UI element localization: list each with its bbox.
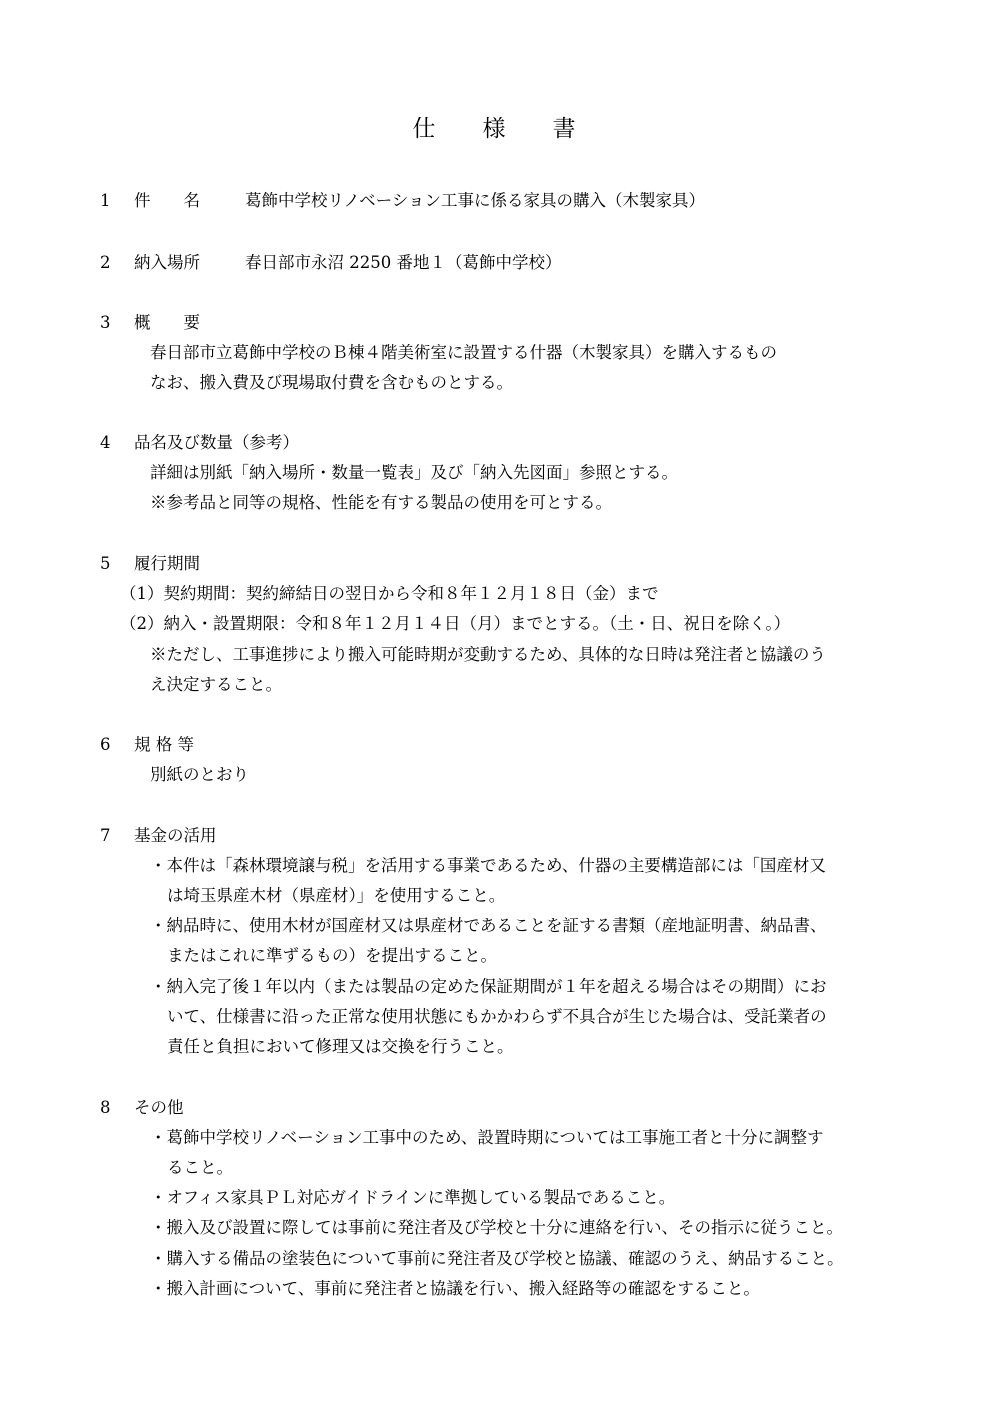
section-8-line: ・オフィス家具ＰＬ対応ガイドラインに準拠している製品であること。 [150,1188,676,1207]
section-number: 5 [100,554,111,573]
section-8-line: ・購入する備品の塗装色について事前に発注者及び学校と協議、確認のうえ、納品すること。 [150,1249,844,1268]
document-title: 仕 様 書 [412,116,588,142]
section-number: 3 [100,313,111,332]
section-8-line: ること。 [167,1158,233,1177]
section-label: 概 要 [134,313,200,332]
section-8-line: ・葛飾中学校リノベーション工事中のため、設置時期については工事施工者と十分に調整す [150,1128,824,1147]
section-6-line: 別紙のとおり [150,765,249,784]
section-7-line: ・納品時に、使用木材が国産材又は県産材であることを証する書類（産地証明書、納品書、 [150,916,827,935]
section-4-line: 詳細は別紙「納入場所・数量一覧表」及び「納入先図面」参照とする。 [150,463,678,482]
section-number: 4 [100,433,111,452]
section-3-line: なお、搬入費及び現場取付費を含むものとする。 [150,373,513,392]
section-number: 8 [100,1098,111,1117]
section-label: 品名及び数量（参考） [134,433,299,452]
section-label: 納入場所 [134,253,200,272]
section-label: 件 名 [134,191,200,210]
section-5-line: （2）納入・設置期限：令和８年１２月１４日（月）までとする。（土・日、祝日を除く。） [120,614,791,633]
section-7-line: またはこれに準ずるもの）を提出すること。 [167,946,497,965]
section-5-line: ※ただし、工事進捗により搬入可能時期が変動するため、具体的な日時は発注者と協議のう [150,645,826,664]
section-7-line: ・本件は「森林環境譲与税」を活用する事業であるため、什器の主要構造部には「国産材又 [150,856,826,875]
section-number: 7 [100,826,111,845]
section-number: 2 [100,253,111,272]
section-value: 春日部市永沼 2250 番地１（葛飾中学校） [245,253,562,272]
section-label: その他 [134,1098,184,1117]
section-3-line: 春日部市立葛飾中学校のＢ棟４階美術室に設置する什器（木製家具）を購入するもの [150,343,777,362]
section-5-line: （1）契約期間：契約締結日の翌日から令和８年１２月１８日（金）まで [120,584,659,603]
section-label: 履行期間 [134,554,200,573]
section-label: 規 格 等 [134,735,194,754]
section-4-line: ※参考品と同等の規格、性能を有する製品の使用を可とする。 [150,493,612,512]
section-7-line: ・納入完了後１年以内（または製品の定めた保証期間が１年を超える場合はその期間）にお [150,977,827,996]
section-number: 6 [100,735,111,754]
section-7-line: いて、仕様書に沿った正常な使用状態にもかかわらず不具合が生じた場合は、受託業者の [167,1007,827,1026]
section-value: 葛飾中学校リノベーション工事に係る家具の購入（木製家具） [245,191,706,210]
section-7-line: 責任と負担において修理又は交換を行うこと。 [167,1037,514,1056]
section-7-line: は埼玉県産木材（県産材）」を使用すること。 [167,886,506,905]
section-5-line: え決定すること。 [150,675,282,694]
section-label: 基金の活用 [134,826,217,845]
section-8-line: ・搬入計画について、事前に発注者と協議を行い、搬入経路等の確認をすること。 [150,1279,760,1298]
section-number: 1 [100,191,111,210]
section-8-line: ・搬入及び設置に際しては事前に発注者及び学校と十分に連絡を行い、その指示に従うこと。 [150,1218,843,1237]
